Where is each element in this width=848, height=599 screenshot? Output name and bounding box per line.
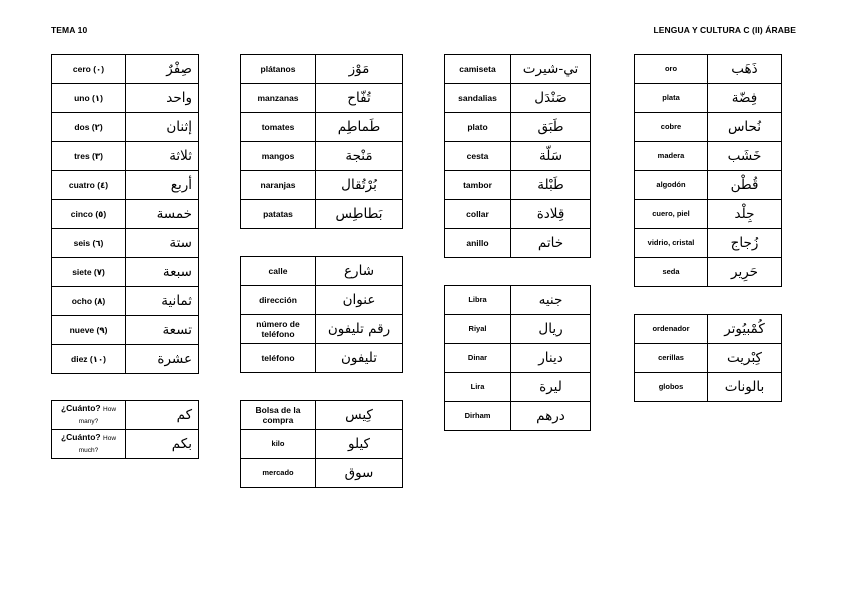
spanish-word: cobre bbox=[635, 113, 708, 142]
spanish-word: plato bbox=[445, 113, 511, 142]
table-row bbox=[445, 200, 591, 229]
spanish-word: Lira bbox=[445, 373, 511, 402]
arabic-word: ستة bbox=[126, 229, 199, 258]
table-row bbox=[445, 142, 591, 171]
arabic-word: قُطْن bbox=[708, 171, 782, 200]
spanish-word: diez (١٠) bbox=[52, 345, 126, 374]
spanish-word: plátanos bbox=[241, 55, 316, 84]
table-row bbox=[241, 286, 403, 315]
currencies-table bbox=[444, 285, 591, 431]
arabic-word: نُحاس bbox=[708, 113, 782, 142]
spanish-word: seis (٦) bbox=[52, 229, 126, 258]
arabic-word: مَنْجة bbox=[316, 142, 403, 171]
table-row bbox=[241, 55, 403, 84]
table-row bbox=[52, 316, 199, 345]
spanish-word: madera bbox=[635, 142, 708, 171]
arabic-word: عنوان bbox=[316, 286, 403, 315]
arabic-word: أربع bbox=[126, 171, 199, 200]
table-row bbox=[445, 55, 591, 84]
table-row bbox=[635, 84, 782, 113]
table-row bbox=[241, 113, 403, 142]
spanish-word: ocho (٨) bbox=[52, 287, 126, 316]
misc-table bbox=[634, 314, 782, 402]
spanish-word: collar bbox=[445, 200, 511, 229]
arabic-word: صَنْدَل bbox=[511, 84, 591, 113]
spanish-word: Bolsa de la compra bbox=[241, 401, 316, 430]
arabic-word: مَوْز bbox=[316, 55, 403, 84]
arabic-word: كم bbox=[126, 401, 199, 430]
spanish-word: teléfono bbox=[241, 344, 316, 373]
arabic-word: سوق bbox=[316, 459, 403, 488]
arabic-word: سَلّة bbox=[511, 142, 591, 171]
spanish-word: naranjas bbox=[241, 171, 316, 200]
fruits-table bbox=[240, 54, 403, 229]
spanish-word: vidrio, cristal bbox=[635, 229, 708, 258]
table-row bbox=[52, 113, 199, 142]
table-row bbox=[445, 113, 591, 142]
spanish-word: número de teléfono bbox=[241, 315, 316, 344]
spanish-word bbox=[52, 401, 126, 430]
arabic-word: جِلْد bbox=[708, 200, 782, 229]
arabic-word: بُرْتُقال bbox=[316, 171, 403, 200]
table-row bbox=[241, 344, 403, 373]
arabic-word: عشرة bbox=[126, 345, 199, 374]
table-row bbox=[52, 430, 199, 459]
spanish-word: sandalias bbox=[445, 84, 511, 113]
table-row bbox=[635, 373, 782, 402]
spanish-word: cerillas bbox=[635, 344, 708, 373]
table-row bbox=[241, 257, 403, 286]
arabic-word: سبعة bbox=[126, 258, 199, 287]
arabic-word: ريال bbox=[511, 315, 591, 344]
spanish-word: cuatro (٤) bbox=[52, 171, 126, 200]
spanish-word: uno (١) bbox=[52, 84, 126, 113]
question-spanish: ¿Cuánto? bbox=[60, 432, 101, 442]
table-row bbox=[52, 345, 199, 374]
spanish-word: dos (٢) bbox=[52, 113, 126, 142]
table-row bbox=[635, 55, 782, 84]
arabic-word: تي-شيرت bbox=[511, 55, 591, 84]
table-row bbox=[635, 315, 782, 344]
table-row bbox=[241, 315, 403, 344]
spanish-word: kilo bbox=[241, 430, 316, 459]
arabic-word: دينار bbox=[511, 344, 591, 373]
table-row bbox=[241, 200, 403, 229]
spanish-word: cesta bbox=[445, 142, 511, 171]
arabic-word: تسعة bbox=[126, 316, 199, 345]
table-row bbox=[241, 401, 403, 430]
arabic-word: شارع bbox=[316, 257, 403, 286]
table-row bbox=[241, 84, 403, 113]
table-row bbox=[635, 200, 782, 229]
materials-table bbox=[634, 54, 782, 287]
questions-table bbox=[51, 400, 199, 459]
items-table bbox=[444, 54, 591, 258]
question-spanish: ¿Cuánto? bbox=[60, 403, 101, 413]
spanish-word: patatas bbox=[241, 200, 316, 229]
spanish-word: mercado bbox=[241, 459, 316, 488]
table-row bbox=[52, 142, 199, 171]
table-row bbox=[241, 459, 403, 488]
arabic-word: ثلاثة bbox=[126, 142, 199, 171]
header-left-title: TEMA 10 bbox=[51, 25, 88, 35]
arabic-word: صِفْرٌ bbox=[126, 55, 199, 84]
arabic-word: رقم تليفون bbox=[316, 315, 403, 344]
spanish-word: Riyal bbox=[445, 315, 511, 344]
spanish-word: anillo bbox=[445, 229, 511, 258]
spanish-word: Libra bbox=[445, 286, 511, 315]
spanish-word: cero (٠) bbox=[52, 55, 126, 84]
arabic-word: كِيس bbox=[316, 401, 403, 430]
arabic-word: طَبْلة bbox=[511, 171, 591, 200]
table-row bbox=[445, 344, 591, 373]
spanish-word: Dinar bbox=[445, 344, 511, 373]
table-row bbox=[52, 401, 199, 430]
header-right-title: LENGUA Y CULTURA C (II) ÁRABE bbox=[653, 25, 796, 35]
table-row bbox=[241, 430, 403, 459]
arabic-word: ذَهَب bbox=[708, 55, 782, 84]
arabic-word: كُمْبيُوتر bbox=[708, 315, 782, 344]
table-row bbox=[445, 402, 591, 431]
arabic-word: بالونات bbox=[708, 373, 782, 402]
table-row bbox=[52, 287, 199, 316]
arabic-word: تُفّاح bbox=[316, 84, 403, 113]
spanish-word: nueve (٩) bbox=[52, 316, 126, 345]
arabic-word: فِضّة bbox=[708, 84, 782, 113]
spanish-word: seda bbox=[635, 258, 708, 287]
table-row bbox=[52, 84, 199, 113]
table-row bbox=[635, 229, 782, 258]
spanish-word: camiseta bbox=[445, 55, 511, 84]
spanish-word: mangos bbox=[241, 142, 316, 171]
arabic-word: جنيه bbox=[511, 286, 591, 315]
spanish-word: Dirham bbox=[445, 402, 511, 431]
table-row bbox=[445, 229, 591, 258]
arabic-word: خاتم bbox=[511, 229, 591, 258]
spanish-word: tambor bbox=[445, 171, 511, 200]
arabic-word: حَرِير bbox=[708, 258, 782, 287]
table-row bbox=[52, 55, 199, 84]
arabic-word: كِبْريت bbox=[708, 344, 782, 373]
arabic-word: خمسة bbox=[126, 200, 199, 229]
arabic-word: ثمانية bbox=[126, 287, 199, 316]
spanish-word: ordenador bbox=[635, 315, 708, 344]
table-row bbox=[52, 229, 199, 258]
spanish-word: oro bbox=[635, 55, 708, 84]
table-row bbox=[241, 142, 403, 171]
arabic-word: واحد bbox=[126, 84, 199, 113]
arabic-word: كيلو bbox=[316, 430, 403, 459]
spanish-word: tres (٣) bbox=[52, 142, 126, 171]
spanish-word bbox=[52, 430, 126, 459]
arabic-word: إثنان bbox=[126, 113, 199, 142]
arabic-word: زُجاج bbox=[708, 229, 782, 258]
table-row bbox=[445, 286, 591, 315]
numbers-table bbox=[51, 54, 199, 374]
spanish-word: dirección bbox=[241, 286, 316, 315]
spanish-word: globos bbox=[635, 373, 708, 402]
arabic-word: بكم bbox=[126, 430, 199, 459]
spanish-word: calle bbox=[241, 257, 316, 286]
arabic-word: بَطاطِس bbox=[316, 200, 403, 229]
arabic-word: خَشَب bbox=[708, 142, 782, 171]
table-row bbox=[52, 258, 199, 287]
table-row bbox=[241, 171, 403, 200]
spanish-word: manzanas bbox=[241, 84, 316, 113]
table-row bbox=[635, 113, 782, 142]
table-row bbox=[445, 373, 591, 402]
table-row bbox=[635, 171, 782, 200]
spanish-word: algodón bbox=[635, 171, 708, 200]
table-row bbox=[635, 142, 782, 171]
arabic-word: درهم bbox=[511, 402, 591, 431]
table-row bbox=[635, 258, 782, 287]
spanish-word: cinco (٥) bbox=[52, 200, 126, 229]
table-row bbox=[52, 200, 199, 229]
table-row bbox=[445, 84, 591, 113]
spanish-word: siete (٧) bbox=[52, 258, 126, 287]
arabic-word: تليفون bbox=[316, 344, 403, 373]
table-row bbox=[445, 315, 591, 344]
arabic-word: طَبَق bbox=[511, 113, 591, 142]
table-row bbox=[635, 344, 782, 373]
arabic-word: طَماطِم bbox=[316, 113, 403, 142]
table-row bbox=[52, 171, 199, 200]
spanish-word: cuero, piel bbox=[635, 200, 708, 229]
arabic-word: قِلادة bbox=[511, 200, 591, 229]
shopping-table bbox=[240, 400, 403, 488]
table-row bbox=[445, 171, 591, 200]
question-english: How much? bbox=[78, 435, 117, 454]
arabic-word: ليرة bbox=[511, 373, 591, 402]
spanish-word: tomates bbox=[241, 113, 316, 142]
spanish-word: plata bbox=[635, 84, 708, 113]
address-table bbox=[240, 256, 403, 373]
question-english: How many? bbox=[78, 406, 117, 425]
